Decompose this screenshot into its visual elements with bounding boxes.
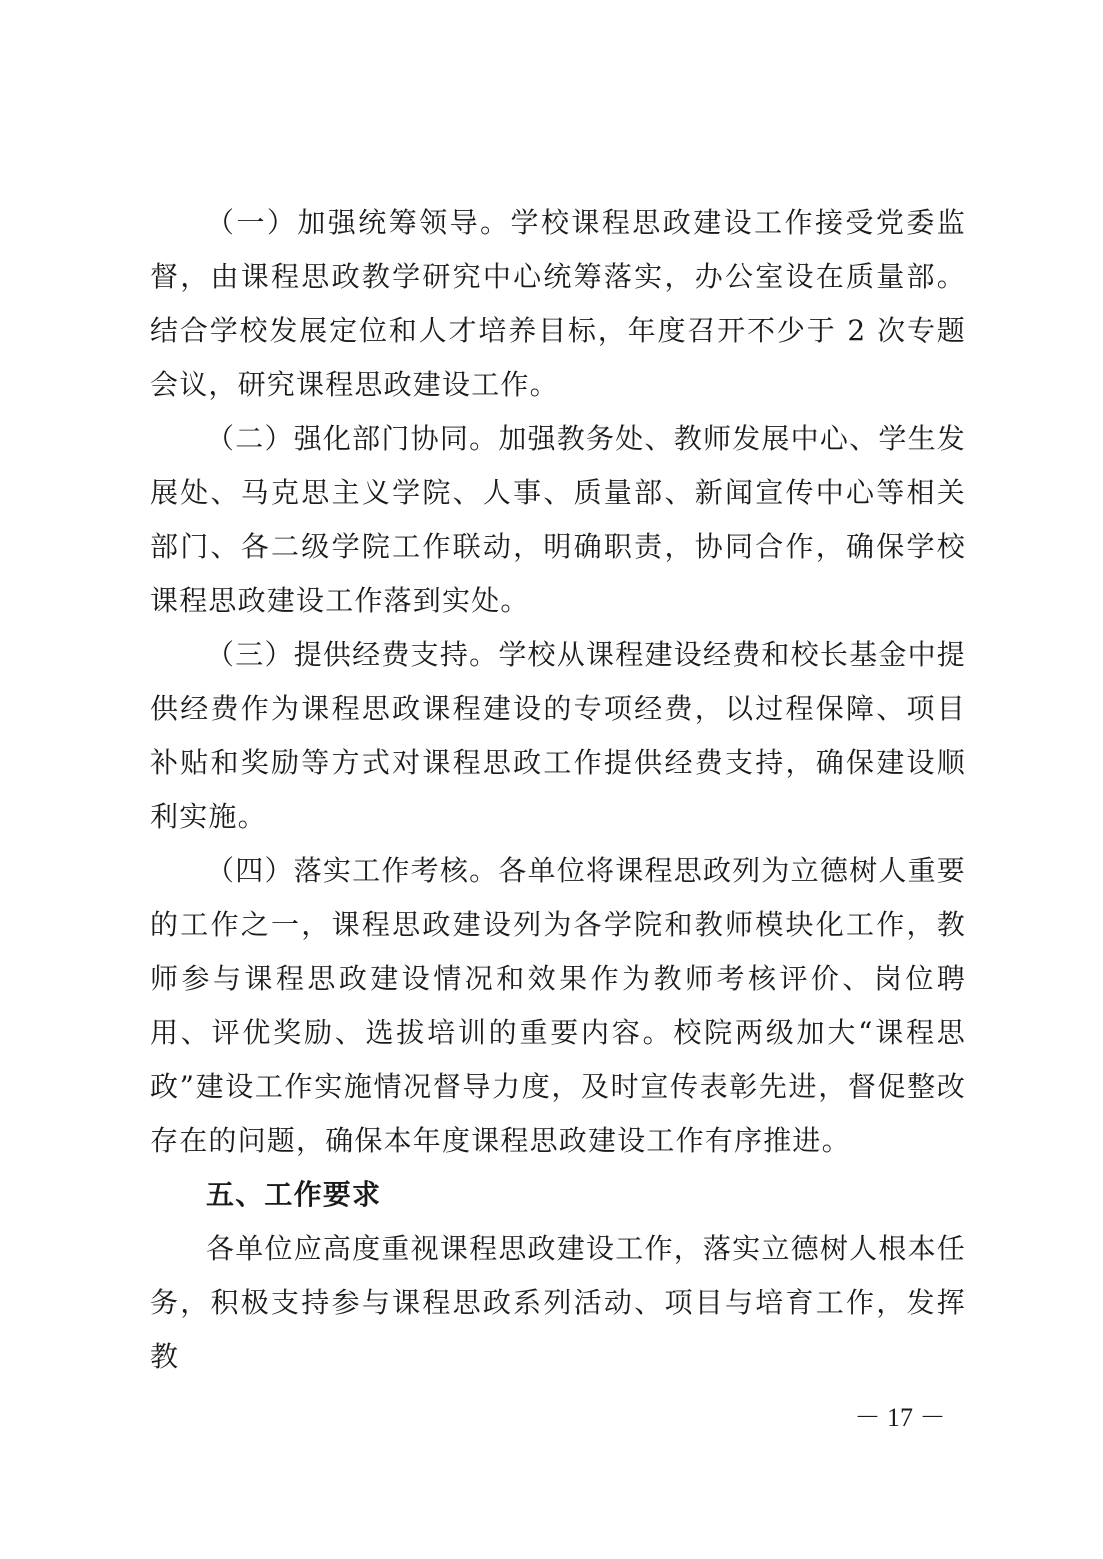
- paragraph-4-text: 各单位将课程思政列为立德树人重要的工作之一，课程思政建设列为各学院和教师模块化工作，教师参与课程思政建设情况和效果作为教师考核评价、岗位聘用、评优奖励、选拔培训的重要内容。校院两级加大“课程思政”建设工作实施情况督导力度，及时宣传表彰先进，督促整改存在的问题，确保本年度课程思政建设工作有序推进。: [150, 854, 966, 1157]
- paragraph-4: [150, 844, 966, 1168]
- paragraph-3-lead: （三）提供经费支持。: [206, 638, 499, 671]
- paragraph-1: [150, 196, 966, 412]
- paragraph-1-text: 学校课程思政建设工作接受党委监督，由课程思政教学研究中心统筹落实，办公室设在质量部。结合学校发展定位和人才培养目标，年度召开不少于 2 次专题会议，研究课程思政建设工作。: [150, 206, 966, 401]
- paragraph-2-text: 加强教务处、教师发展中心、学生发展处、马克思主义学院、人事、质量部、新闻宣传中心等相关部门、各二级学院工作联动，明确职责，协同合作，确保学校课程思政建设工作落到实处。: [150, 422, 966, 617]
- document-body: [150, 196, 966, 1384]
- paragraph-4-lead: （四）落实工作考核。: [206, 854, 499, 887]
- section-heading: 五、工作要求: [206, 1178, 382, 1211]
- paragraph-2: [150, 412, 966, 628]
- paragraph-3-text: 学校从课程建设经费和校长基金中提供经费作为课程思政课程建设的专项经费，以过程保障、项目补贴和奖励等方式对课程思政工作提供经费支持，确保建设顺利实施。: [150, 638, 966, 833]
- paragraph-3: [150, 628, 966, 844]
- paragraph-1-lead: （一）加强统筹领导。: [206, 206, 511, 239]
- page-number: － 17 －: [854, 1403, 946, 1432]
- final-paragraph: 各单位应高度重视课程思政建设工作，落实立德树人根本任务，积极支持参与课程思政系列活动、项目与培育工作，发挥教: [150, 1232, 966, 1373]
- paragraph-2-lead: （二）强化部门协同。: [206, 422, 499, 455]
